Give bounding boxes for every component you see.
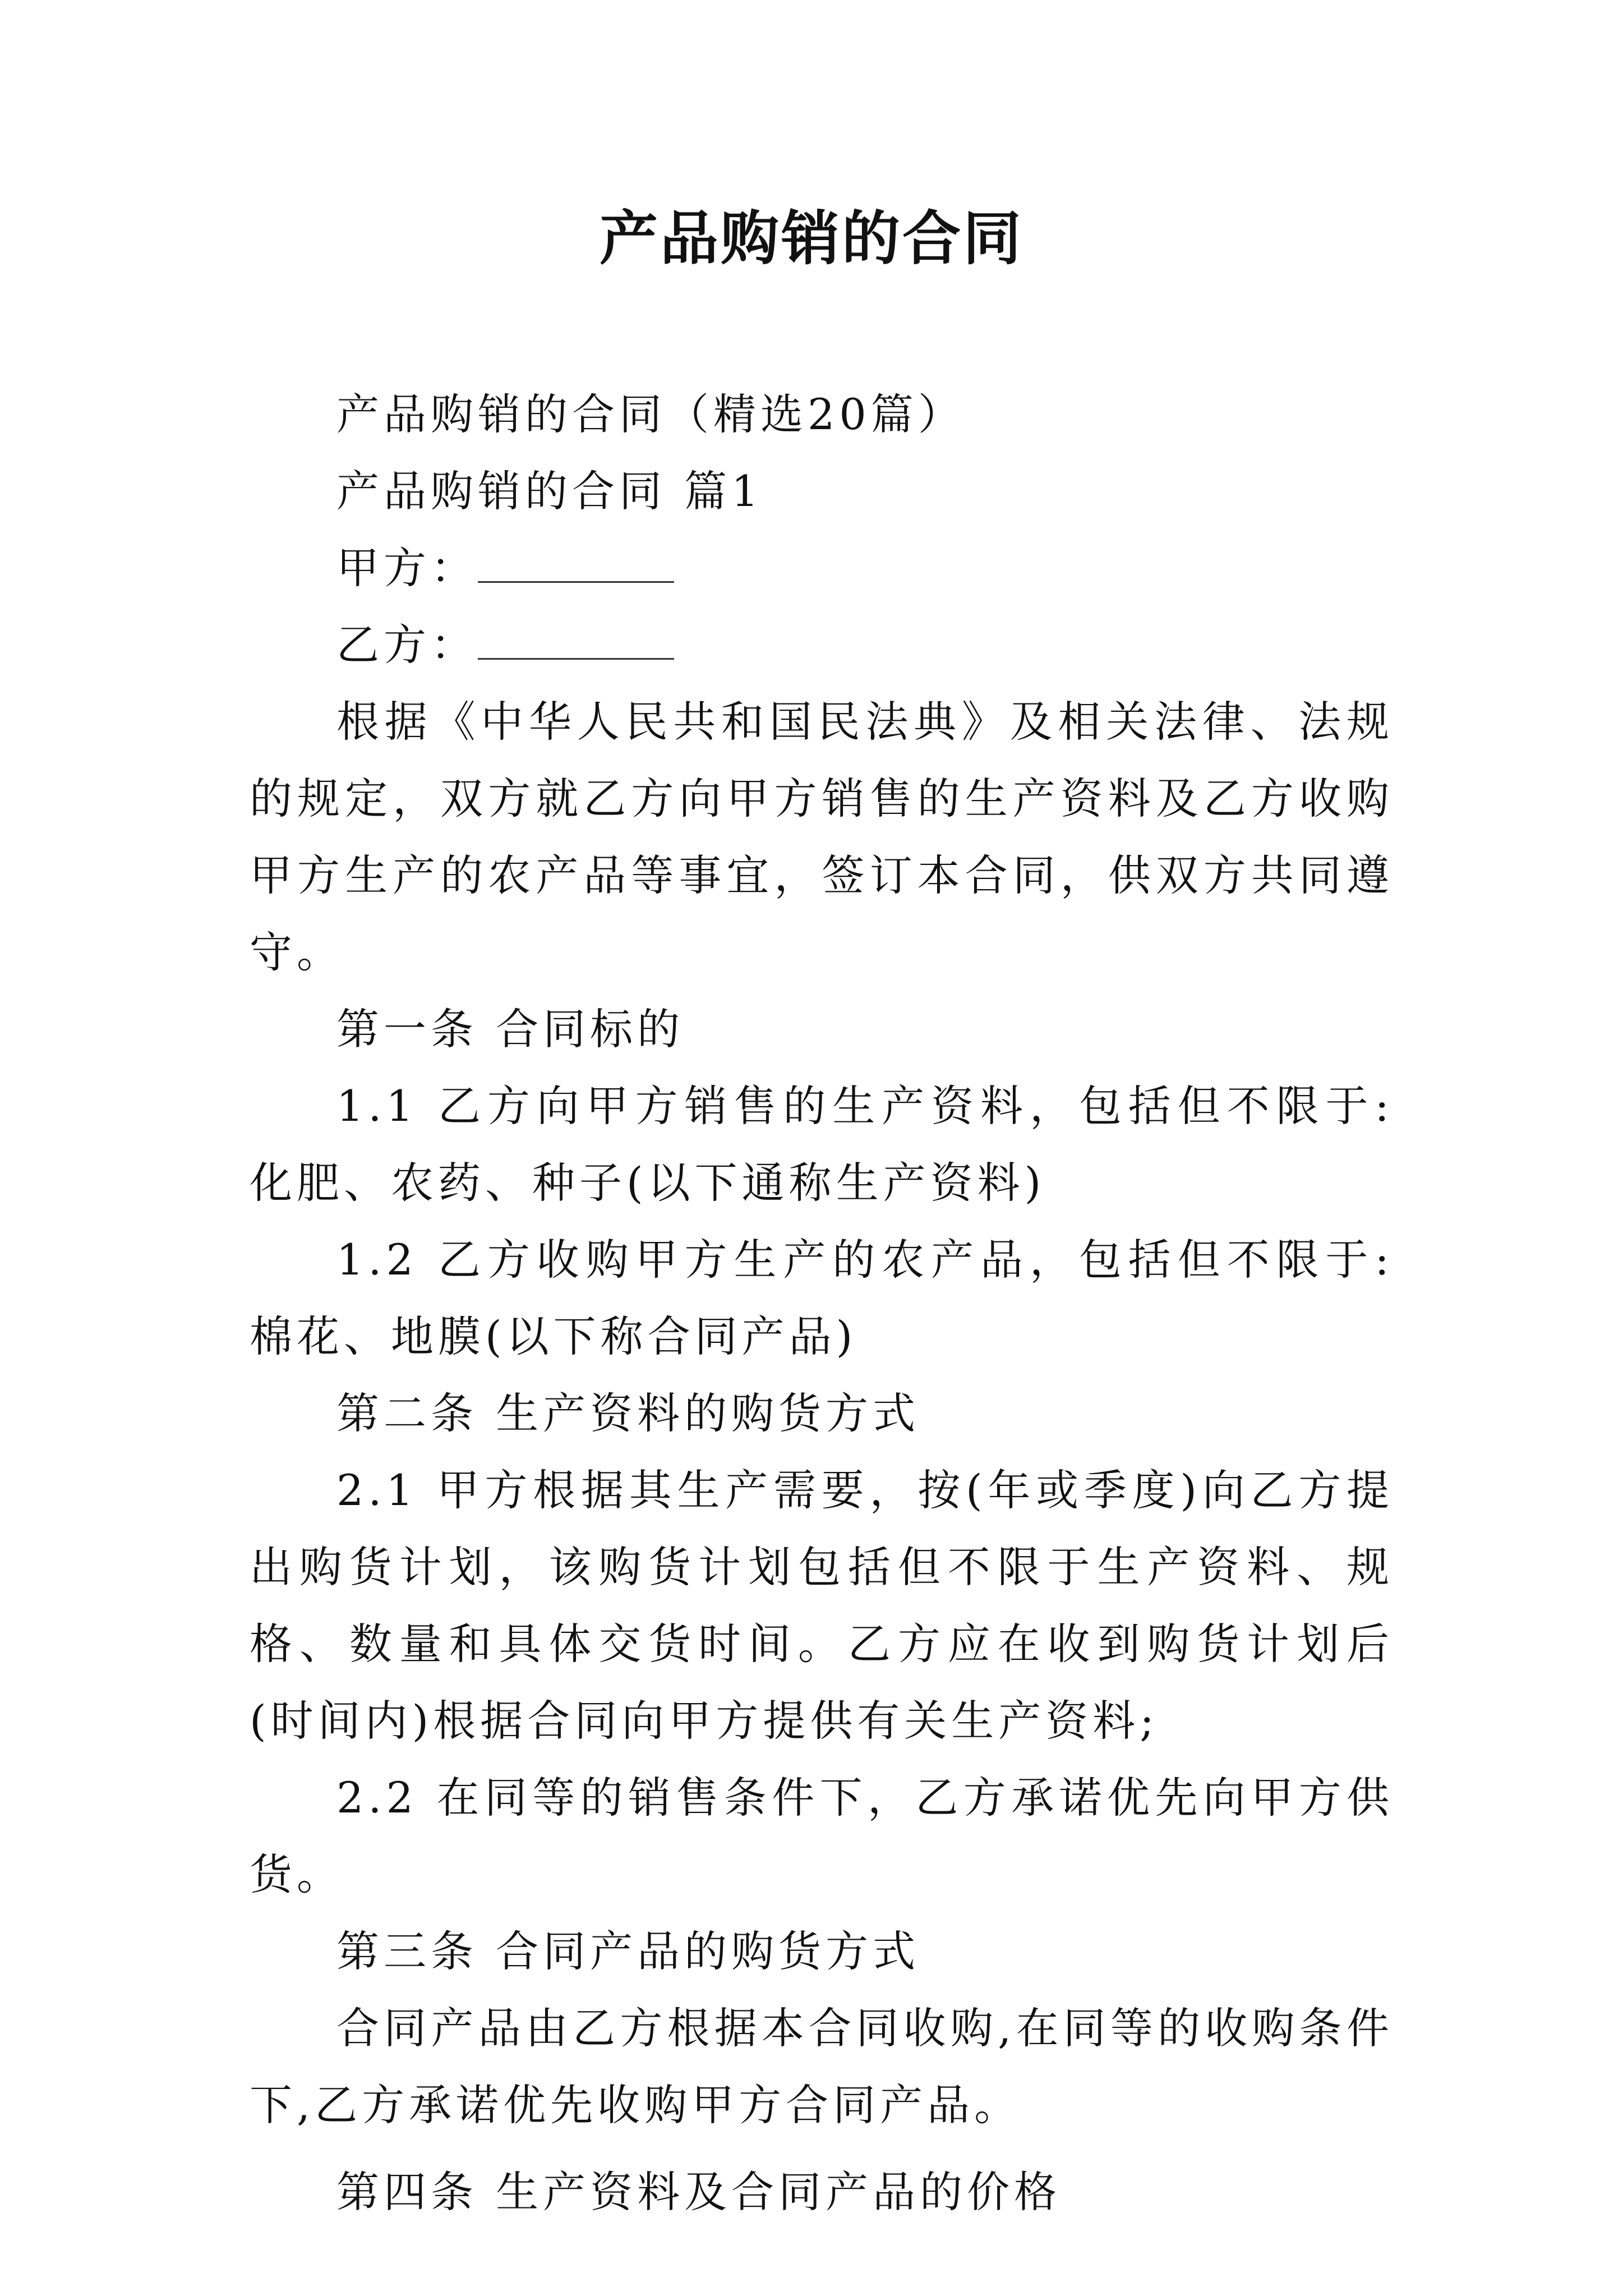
party-a-line — [250, 530, 1394, 606]
party-b-label: 乙方： — [336, 620, 478, 670]
preamble-paragraph: 根据《中华人民共和国民法典》及相关法律、法规的规定，双方就乙方向甲方销售的生产资料及乙方收购甲方生产的农产品等事宜，签订本合同，供双方共同遵守。 — [250, 697, 1394, 977]
spacer — [250, 2143, 1394, 2154]
article3-body: 合同产品由乙方根据本合同收购,在同等的收购条件下,乙方承诺优先收购甲方合同产品。 — [250, 2003, 1394, 2130]
subtitle: 产品购销的合同（精选20篇） — [336, 389, 965, 439]
article3-title: 第三条 合同产品的购货方式 — [336, 1926, 920, 1976]
section-heading: 产品购销的合同 篇1 — [336, 466, 763, 516]
party-a-blank — [478, 547, 674, 583]
party-b-line — [250, 606, 1394, 683]
party-b-blank — [478, 624, 674, 660]
article2-title: 第二条 生产资料的购货方式 — [336, 1388, 920, 1438]
document-body — [250, 376, 1394, 2230]
article2-clause2: 2.2 在同等的销售条件下，乙方承诺优先向甲方供货。 — [250, 1773, 1394, 1899]
article4-title: 第四条 生产资料及合同产品的价格 — [336, 2167, 1062, 2217]
article1-clause2: 1.2 乙方收购甲方生产的农产品，包括但不限于:棉花、地膜(以下称合同产品) — [250, 1235, 1394, 1361]
document-title: 产品购销的合同 — [599, 204, 1023, 273]
article2-clause1: 2.1 甲方根据其生产需要，按(年或季度)向乙方提出购货计划，该购货计划包括但不限于生产资料、规格、数量和具体交货时间。乙方应在收到购货计划后(时间内)根据合同向甲方提供有关生产资料; — [250, 1465, 1394, 1746]
article1-clause1: 1.1 乙方向甲方销售的生产资料，包括但不限于:化肥、农药、种子(以下通称生产资料) — [250, 1081, 1394, 1208]
article1-title: 第一条 合同标的 — [336, 1004, 685, 1054]
party-a-label: 甲方： — [336, 543, 478, 593]
